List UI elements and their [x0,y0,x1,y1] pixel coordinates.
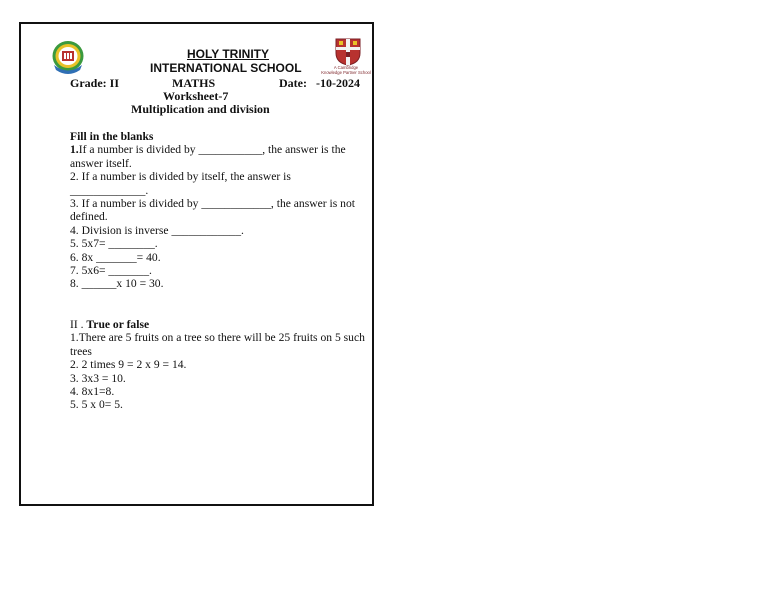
grade-label: Grade: II [70,76,119,90]
question-item [70,143,370,170]
question-item: 7. 5x6= _______. [70,264,152,278]
section1-heading: Fill in the blanks [70,130,154,143]
section2-heading: True or false [86,317,150,331]
worksheet-topic: Multiplication and division [131,102,270,116]
partner-line2: Knowledge Partner School [321,69,371,75]
question-text: If a number is divided by ___________, the answer is the answer itself. [70,143,346,170]
subject-label: MATHS [172,76,216,90]
section-spacer [70,291,370,318]
worksheet-content [70,130,370,412]
question-item: 4. Division is inverse ____________. [70,223,244,237]
school-logo-icon [51,40,85,76]
school-name-line2: INTERNATIONAL SCHOOL [150,61,302,75]
date-value: -10-2024 [315,76,360,90]
question-item: 2. If a number is divided by itself, the answer is _____________. [70,170,291,197]
partner-line1: A Cambridge [333,65,359,70]
school-name-line1: HOLY TRINITY [187,47,270,61]
question-item: 3. 3x3 = 10. [70,371,126,385]
date-field [279,77,360,90]
section2-heading-line [70,318,370,331]
question-item: 5. 5x7= ________. [70,237,158,251]
question-number: 1. [70,143,79,157]
question-item: 5. 5 x 0= 5. [70,398,123,412]
question-item: 3. If a number is divided by ____________, the answer is not defined. [70,197,355,224]
question-item: 1.There are 5 fruits on a tree so there will be 25 fruits on 5 such trees [70,331,365,358]
question-item: 6. 8x _______= 40. [70,250,161,264]
worksheet-number: Worksheet-7 [163,89,229,103]
cambridge-crest-icon [335,38,361,66]
question-item: 8. ______x 10 = 30. [70,277,164,291]
worksheet-page [19,22,374,506]
question-item: 2. 2 times 9 = 2 x 9 = 14. [70,358,187,372]
date-label: Date: [279,76,307,90]
cambridge-partner-text [315,66,377,76]
section2-prefix: II . [70,317,87,331]
question-item: 4. 8x1=8. [70,384,115,398]
